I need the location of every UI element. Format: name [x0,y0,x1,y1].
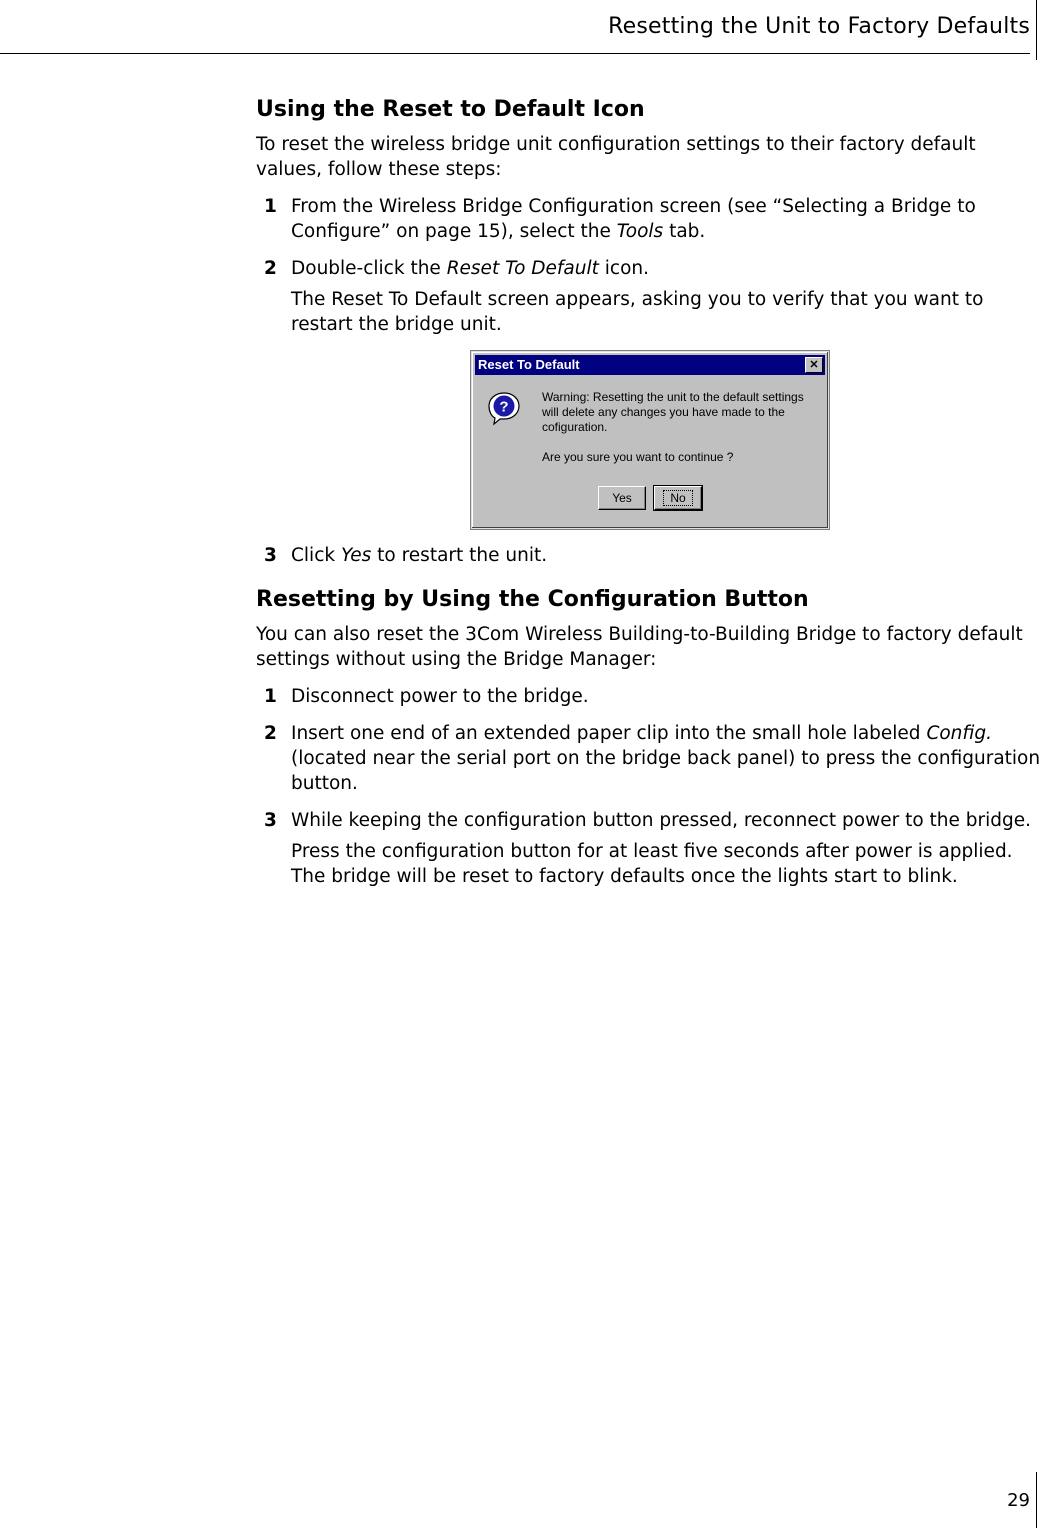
step-3 [256,808,1046,833]
step-3 [256,543,1046,568]
step-text: to restart the unit. [371,545,548,566]
step-number: 3 [264,810,277,831]
dialog-title: Reset To Default [478,357,580,372]
section-heading-config-button: Resetting by Using the Configuration Button [256,587,809,612]
no-button-label: No [664,491,691,505]
step-text: tab. [663,221,706,242]
step-2-note: The Reset To Default screen appears, asking you to verify that you want to restart the bridge unit. [291,289,984,335]
header-rule [0,53,1030,54]
step-number: 3 [264,545,277,566]
step-number: 2 [264,258,277,279]
ui-term-reset-to-default: Reset To Default [446,258,599,279]
step-number: 1 [264,196,277,217]
step-text: From the Wireless Bridge Configuration screen (see “Selecting a Bridge to Configure” on page 15), select the [291,196,976,242]
step-text: While keeping the configuration button pressed, reconnect power to the bridge. [291,810,1032,831]
step-text: Double-click the [291,258,447,279]
footer-margin-rule [1036,1472,1037,1528]
step-text: Disconnect power to the bridge. [291,686,589,707]
step-text: Insert one end of an extended paper clip into the small hole labeled [291,723,927,744]
step-number: 1 [264,686,277,707]
step-3-note: Press the configuration button for at least five seconds after power is applied. The bridge will be reset to factory defaults once the lights start to blink. [291,841,1013,887]
section-heading-reset-icon: Using the Reset to Default Icon [256,97,645,122]
section-intro: To reset the wireless bridge unit configuration settings to their factory default values, follow these steps: [256,134,976,180]
dialog-titlebar[interactable] [475,355,825,375]
confirm-question: Are you sure you want to continue ? [542,450,734,464]
step-2 [256,256,1046,281]
step-2 [256,721,1046,796]
warning-text: Warning: Resetting the unit to the default settings will delete any changes you have made to the cofiguration. [542,390,804,434]
reset-to-default-dialog [471,351,829,529]
no-button[interactable] [654,486,702,510]
step-text: Click [291,545,341,566]
step-text: (located near the serial port on the bridge back panel) to press the configuration button. [291,748,1041,794]
close-button[interactable]: ✕ [805,357,823,373]
ui-term-yes: Yes [340,545,372,566]
section-config-button [256,586,1046,889]
step-1 [256,684,1046,709]
question-icon [486,390,522,426]
section-intro: You can also reset the 3Com Wireless Building-to-Building Bridge to factory default settings without using the Bridge Manager: [256,624,1023,670]
label-config: Config. [926,723,992,744]
step-1 [256,194,1046,244]
step-text: icon. [598,258,650,279]
svg-text:?: ? [499,398,509,416]
page-number: 29 [1007,1490,1030,1511]
step-number: 2 [264,723,277,744]
running-header-title: Resetting the Unit to Factory Defaults [608,14,1030,39]
header-margin-rule [1036,0,1037,60]
yes-button[interactable]: Yes [598,486,646,510]
ui-term-tools: Tools [616,221,664,242]
page-content [256,96,1046,901]
dialog-message [542,390,822,465]
